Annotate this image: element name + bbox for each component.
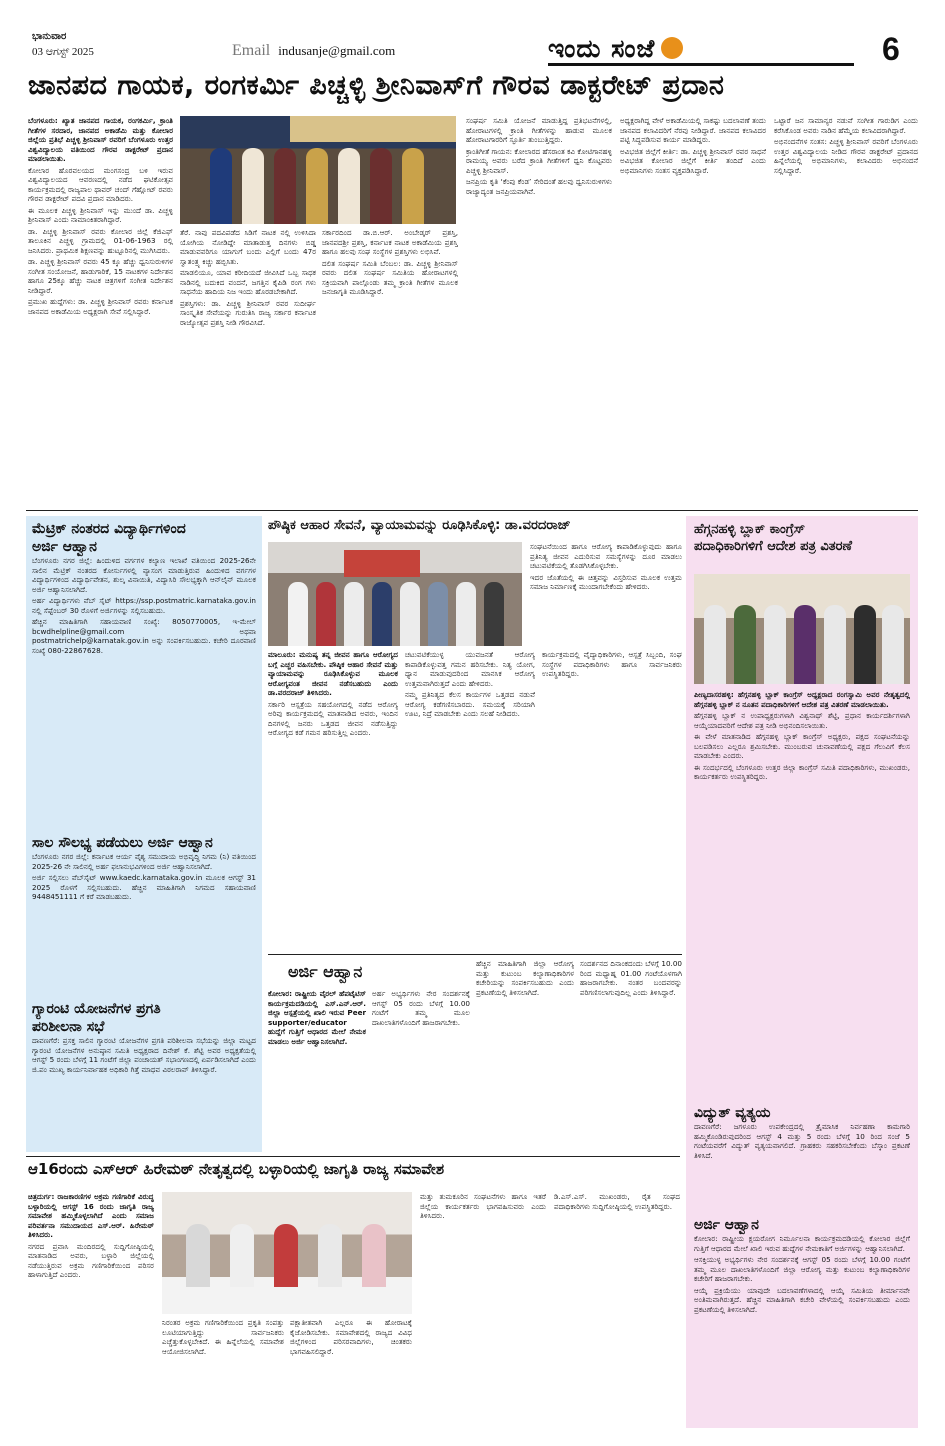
person-figure bbox=[210, 148, 232, 224]
notice-headline-line-1: ಮೆಟ್ರಿಕ್ ನಂತರದ ವಿದ್ಯಾರ್ಥಿಗಳಿಂದ bbox=[32, 521, 186, 537]
notice-paragraph: ಬೆಂಗಳೂರು ನಗರ ಜಿಲ್ಲೆ: ಹಿಂದುಳಿದ ವರ್ಗಗಳ ಕಲ್ಯಾಣ ಇಲಾಖೆ ವತಿಯಿಂದ 2025-26ನೇ ಸಾಲಿನ ಮೆಟ್ರಿಕ್ ನಂತರದ ಕೋರ್ಸುಗಳಲ್ಲಿ ವ್ಯಾಸಂಗ ಮಾಡುತ್ತಿರುವ ಹಿಂದುಳಿದ ವರ್ಗಗಳ ವಿದ್ಯಾರ್ಥಿಗಳಿಂದ ವಿದ್ಯಾರ್ಥಿವೇತನ, ಶುಲ್ಕ ವಿನಾಯಿತಿ, ವಿದ್ಯಾಸಿರಿ ಸೌಲಭ್ಯಕ್ಕಾಗಿ ಆನ್‌ಲೈನ್ ಮೂಲಕ ಅರ್ಜಿ ಆಹ್ವಾನಿಸಲಾಗಿದೆ. bbox=[32, 556, 256, 594]
person-figure bbox=[402, 148, 424, 224]
notice-headline bbox=[32, 520, 256, 556]
person-figure bbox=[734, 605, 756, 684]
notice-headline-line-1: ಗ್ಯಾರಂಟಿ ಯೋಜನೆಗಳ ಪ್ರಗತಿ bbox=[32, 1001, 161, 1017]
main-story-col-3 bbox=[322, 228, 458, 504]
application-notice-headline: ಅರ್ಜಿ ಆಹ್ವಾನ bbox=[288, 962, 363, 981]
notice-paragraph: ಬೆಂಗಳೂರು ನಗರ ಜಿಲ್ಲೆ: ಕರ್ನಾಟಕ ಆರ್ಯ ವೈಶ್ಯ ಸಮುದಾಯ ಅಭಿವೃದ್ಧಿ ನಿಗಮ (ನಿ) ವತಿಯಿಂದ 2025-26 ನೇ ಸಾಲಿನಲ್ಲಿ ಅರ್ಹ ಫಲಾನುಭವಿಗಳಿಂದ ಅರ್ಜಿ ಆಹ್ವಾನಿಸಲಾಗಿದೆ. bbox=[32, 852, 256, 871]
logo-underline bbox=[548, 63, 854, 66]
application-paragraph: ಅರ್ಹ ಅಭ್ಯರ್ಥಿಗಳು ನೇರ ಸಂದರ್ಶನಕ್ಕೆ ಆಗಸ್ಟ್ 05 ರಂದು ಬೆಳಗ್ಗೆ 10.00 ಗಂಟೆಗೆ ತಮ್ಮ ಮೂಲ ದಾಖಲಾತಿಗಳೊಂದಿಗೆ ಹಾಜರಾಗಬೇಕು. bbox=[372, 989, 470, 1027]
person-figure bbox=[704, 605, 726, 684]
application-col-2 bbox=[372, 989, 470, 1147]
main-paragraph: ಕ್ರಾಂತಿಗೀತೆ ಗಾಯನ: ಕೋಲಾರದ ಹೆಸರಾಂತ ಕವಿ ಕೋಟಿಗಾನಹಳ್ಳಿ ರಾಮಯ್ಯ ಅವರು ಬರೆದ ಕ್ರಾಂತಿ ಗೀತೆಗಳಿಗೆ ಧ್ವನಿ ಕೊಟ್ಟವರು ಪಿಚ್ಚಳ್ಳಿ ಶ್ರೀನಿವಾಸ್. bbox=[466, 146, 612, 175]
person-figure bbox=[372, 582, 392, 646]
person-figure bbox=[794, 605, 816, 684]
health-paragraph: ಮಾಲೂರು: ಮನುಷ್ಯ ತನ್ನ ಜೀವನ ಹಾಗೂ ಆರೋಗ್ಯದ ಬಗ್ಗೆ ಎಚ್ಚರ ವಹಿಸಬೇಕು. ಪೌಷ್ಠಿಕ ಆಹಾರ ಸೇವನೆ ಮತ್ತು ವ್ಯಾಯಾಮವನ್ನು ರೂಢಿಸಿಕೊಳ್ಳುವ ಮೂಲಕ ಆರೋಗ್ಯವಂತ ಜೀವನ ನಡೆಸಬಹುದು ಎಂದು ಡಾ.ವರದರಾಜ್ ತಿಳಿಸಿದರು. bbox=[268, 650, 398, 697]
health-intro bbox=[530, 542, 682, 646]
tb-application-paragraph: ಕೋಲಾರ: ರಾಷ್ಟ್ರೀಯ ಕ್ಷಯರೋಗ ನಿರ್ಮೂಲನಾ ಕಾರ್ಯಕ್ರಮದಡಿಯಲ್ಲಿ ಕೋಲಾರ ಜಿಲ್ಲೆಗೆ ಗುತ್ತಿಗೆ ಆಧಾರದ ಮೇಲೆ ಖಾಲಿ ಇರುವ ಹುದ್ದೆಗಳ ನೇಮಕಾತಿಗೆ ಅರ್ಜಿಗಳನ್ನು ಆಹ್ವಾನಿಸಲಾಗಿದೆ. bbox=[694, 1234, 910, 1253]
person-figure bbox=[316, 582, 336, 646]
application-paragraph: ಸಂದರ್ಶನದ ದಿನಾಂಕದಂದು ಬೆಳಗ್ಗೆ 10.00 ರಿಂದ ಮಧ್ಯಾಹ್ನ 01.00 ಗಂಟೆಯೊಳಗಾಗಿ ಹಾಜರಾಗಬೇಕು. ನಂತರ ಬಂದವರನ್ನು ಪರಿಗಣಿಸಲಾಗುವುದಿಲ್ಲ ಎಂದು ತಿಳಿಸಿದ್ದಾರೆ. bbox=[580, 959, 682, 997]
person-figure bbox=[456, 582, 476, 646]
congress-headline bbox=[694, 522, 912, 556]
stage-banner bbox=[290, 116, 456, 142]
health-col-3 bbox=[542, 650, 682, 948]
health-paragraph: ಸಂಘಟನೆಯಿಂದ ಹಾಗೂ ಆರೋಗ್ಯ ಕಾಪಾಡಿಕೊಳ್ಳುವುದು ಹಾಗೂ ಪ್ರತಿನಿತ್ಯ ಜೀವನ ಎದುರಿಸುವ ಸಮಸ್ಯೆಗಳನ್ನು ದೂರ ಮಾಡಲು ಚಟುವಟಿಕೆಯಲ್ಲಿ ತೊಡಗಿಸಿಕೊಳ್ಳಬೇಕು. bbox=[530, 542, 682, 570]
main-headline: ಜಾನಪದ ಗಾಯಕ, ರಂಗಕರ್ಮಿ ಪಿಚ್ಚಳ್ಳಿ ಶ್ರೀನಿವಾಸ್‌ಗೆ ಗೌರವ ಡಾಕ್ಟರೇಟ್ ಪ್ರದಾನ bbox=[28, 70, 725, 101]
press-meet-photo bbox=[162, 1192, 412, 1314]
application-col-4 bbox=[580, 959, 682, 1147]
main-paragraph: ಒಟ್ಟಾರೆ ಜನ ಸಾಮಾನ್ಯರ ನಡುವೆ ಸಂಗೀತ ಗಾರುಡಿಗ ಎಂದು ಕರೆಸಿಕೊಂಡ ಅವರು ನಾಡಿನ ಹೆಮ್ಮೆಯ ಕಲಾವಿದರಾಗಿದ್ದಾರೆ. bbox=[774, 116, 918, 135]
notice-headline bbox=[32, 1000, 256, 1036]
bottom-paragraph: ಚಿತ್ರದುರ್ಗ: ರಾಜಕಾರಣಿಗಳ ಅಕ್ರಮ ಗಣಿಗಾರಿಕೆ ವಿರುದ್ಧ ಬಳ್ಳಾರಿಯಲ್ಲಿ ಆಗಸ್ಟ್ 16 ರಂದು ಜಾಗೃತಿ ರಾಜ್ಯ ಸಮಾವೇಶ ಹಮ್ಮಿಕೊಳ್ಳಲಾಗಿದೆ ಎಂದು ಸಮಾಜ ಪರಿವರ್ತನಾ ಸಮುದಾಯದ ಎಸ್.ಆರ್. ಹಿರೇಮಠ್ ತಿಳಿಸಿದರು. bbox=[28, 1192, 154, 1239]
main-story-col-6 bbox=[774, 116, 918, 504]
notice-paragraph: ಹೆಚ್ಚಿನ ಮಾಹಿತಿಗಾಗಿ ಸಹಾಯವಾಣಿ ಸಂಖ್ಯೆ: 8050770005, ಇ-ಮೇಲ್ bcwdhelpline@gmail.com ಅಥವಾ postmatrichelp@karnatak.gov.in ಅನ್ನು ಸಂಪರ್ಕಿಸಬಹುದು. ಕಚೇರಿ ದೂರವಾಣಿ ಸಂಖ್ಯೆ 080-22867628. bbox=[32, 617, 256, 655]
congress-story bbox=[694, 690, 910, 1100]
person-figure bbox=[484, 582, 504, 646]
person-figure bbox=[362, 1224, 386, 1287]
health-paragraph: ಸರ್ಕಾರಿ ಆಸ್ಪತ್ರೆಯ ಸಹಯೋಗದಲ್ಲಿ ನಡೆದ ಆರೋಗ್ಯ ಅರಿವು ಕಾರ್ಯಕ್ರಮದಲ್ಲಿ ಮಾತನಾಡಿದ ಅವರು, ಇಂದಿನ ದಿನಗಳಲ್ಲಿ ಜನರು ಒತ್ತಡದ ಜೀವನ ನಡೆಸುತ್ತಿದ್ದು ಆರೋಗ್ಯದ ಕಡೆ ಗಮನ ಹರಿಸುತ್ತಿಲ್ಲ ಎಂದರು. bbox=[268, 699, 398, 737]
bottom-col-3 bbox=[290, 1318, 412, 1432]
person-figure bbox=[230, 1224, 254, 1287]
tb-application-paragraph: ಆಸಕ್ತಿಯುಳ್ಳ ಅಭ್ಯರ್ಥಿಗಳು ನೇರ ಸಂದರ್ಶನಕ್ಕೆ ಆಗಸ್ಟ್ 05 ರಂದು ಬೆಳಗ್ಗೆ 10.00 ಗಂಟೆಗೆ ತಮ್ಮ ಮೂಲ ದಾಖಲಾತಿಗಳೊಂದಿಗೆ ಜಿಲ್ಲಾ ಆರೋಗ್ಯ ಮತ್ತು ಕುಟುಂಬ ಕಲ್ಯಾಣಾಧಿಕಾರಿಗಳ ಕಚೇರಿಗೆ ಹಾಜರಾಗಬೇಕು. bbox=[694, 1255, 910, 1284]
page-number: 6 bbox=[882, 31, 900, 67]
person-figure bbox=[882, 605, 904, 684]
person-figure bbox=[370, 148, 392, 224]
congress-photo bbox=[694, 574, 910, 684]
tb-application-headline: ಅರ್ಜಿ ಆಹ್ವಾನ bbox=[694, 1217, 759, 1233]
health-paragraph: ಇದರ ಜೊತೆಯಲ್ಲಿ ಈ ಚಿತ್ತವನ್ನು ವಿಸ್ತರಿಸುವ ಮೂಲಕ ಉತ್ತಮ ಸಮಾಜ ನಿರ್ಮಾಣಕ್ಕೆ ಮುಂದಾಗಬೇಕೆಂದು ಹೇಳಿದರು. bbox=[530, 572, 682, 591]
main-story-col-1 bbox=[28, 116, 173, 504]
main-story-col-5 bbox=[620, 116, 766, 504]
main-paragraph: ಬೆಂಗಳೂರು: ಖ್ಯಾತ ಜಾನಪದ ಗಾಯಕ, ರಂಗಕರ್ಮಿ, ಕ್ರಾಂತಿ ಗೀತೆಗಳ ಸರದಾರ, ಜಾನಪದ ಅಕಾಡೆಮಿ ಮತ್ತು ಕೋಲಾರ ಜಿಲ್ಲೆಯ ಪ್ರತಿಭೆ ಪಿಚ್ಚಳ್ಳಿ ಶ್ರೀನಿವಾಸ್ ರವರಿಗೆ ಬೆಂಗಳೂರು ಉತ್ತರ ವಿಶ್ವವಿದ್ಯಾಲಯ ವತಿಯಿಂದ ಗೌರವ ಡಾಕ್ಟರೇಟ್ ಪ್ರದಾನ ಮಾಡಲಾಯಿತು. bbox=[28, 116, 173, 163]
bottom-paragraph: ನಗರದ ಪ್ರವಾಸಿ ಮಂದಿರದಲ್ಲಿ ಸುದ್ದಿಗೋಷ್ಠಿಯಲ್ಲಿ ಮಾತನಾಡಿದ ಅವರು, ಬಳ್ಳಾರಿ ಜಿಲ್ಲೆಯಲ್ಲಿ ನಡೆಯುತ್ತಿರುವ ಅಕ್ರಮ ಗಣಿಗಾರಿಕೆಯಿಂದ ಪರಿಸರ ಹಾಳಾಗುತ್ತಿದೆ ಎಂದರು. bbox=[28, 1241, 154, 1279]
bottom-headline: ಆ16ರಂದು ಎಸ್‌ಆರ್ ಹಿರೇಮಠ್ ನೇತೃತ್ವದಲ್ಲಿ ಬಳ್ಳಾರಿಯಲ್ಲಿ ಜಾಗೃತಿ ರಾಜ್ಯ ಸಮಾವೇಶ bbox=[28, 1160, 445, 1178]
main-paragraph: ಸರ್ಕಾರದಿಂದ ಡಾ.ಬಿ.ಆರ್. ಅಂಬೇಡ್ಕರ್ ಪ್ರಶಸ್ತಿ, ಜಾನಪದಶ್ರೀ ಪ್ರಶಸ್ತಿ, ಕರ್ನಾಟಕ ನಾಟಕ ಅಕಾಡೆಮಿಯ ಪ್ರಶಸ್ತಿ ಹಾಗೂ ಹಲವು ಸಂಘ ಸಂಸ್ಥೆಗಳ ಪ್ರಶಸ್ತಿಗಳು ಲಭಿಸಿವೆ. bbox=[322, 228, 458, 256]
main-paragraph: ಪ್ರಮುಖ ಹುದ್ದೆಗಳು: ಡಾ. ಪಿಚ್ಚಳ್ಳಿ ಶ್ರೀನಿವಾಸ್ ರವರು ಕರ್ನಾಟಕ ಜಾನಪದ ಅಕಾಡೆಮಿಯ ಅಧ್ಯಕ್ಷರಾಗಿ ಸೇವೆ ಸಲ್ಲಿಸಿದ್ದಾರೆ. bbox=[28, 297, 173, 316]
main-paragraph: ಅಧ್ಯಕ್ಷರಾಗಿದ್ದ ವೇಳೆ ಅಕಾಡೆಮಿಯಲ್ಲಿ ಸಾಕಷ್ಟು ಬದಲಾವಣೆ ತಂದು ಜಾನಪದ ಕಲಾವಿದರಿಗೆ ನೆರವು ನೀಡಿದ್ದಾರೆ. ಜಾನಪದ ಕಲಾವಿದರ ಪಟ್ಟಿ ಸಿದ್ಧಪಡಿಸುವ ಕಾರ್ಯ ಮಾಡಿದ್ದರು. bbox=[620, 116, 766, 144]
application-notice bbox=[268, 954, 682, 1148]
notice-loan bbox=[32, 834, 256, 992]
person-figure bbox=[186, 1224, 210, 1287]
stage-screen bbox=[344, 550, 420, 577]
health-paragraph: ನಮ್ಮ ಪ್ರತಿನಿತ್ಯದ ಕೆಲಸ ಕಾರ್ಯಗಳ ಒತ್ತಡದ ನಡುವೆ ಆರೋಗ್ಯ ಕಡೆಗಣಿಸಬಾರದು. ಸಮಯಕ್ಕೆ ಸರಿಯಾಗಿ ಊಟ, ನಿದ್ರೆ ಮಾಡಬೇಕು ಎಂದು ಸಲಹೆ ನೀಡಿದರು. bbox=[405, 690, 535, 718]
notice-guarantee bbox=[32, 1000, 256, 1150]
person-figure bbox=[242, 148, 264, 224]
person-figure bbox=[338, 148, 360, 224]
bottom-col-2 bbox=[162, 1318, 284, 1432]
tb-application-paragraph: ಆಯ್ಕೆ ಪ್ರಕ್ರಿಯೆಯು ಯಾವುದೇ ಬದಲಾವಣೆಗಳಾದಲ್ಲಿ ಆಯ್ಕೆ ಸಮಿತಿಯ ತೀರ್ಮಾನವೇ ಅಂತಿಮವಾಗಿರುತ್ತದೆ. ಹೆಚ್ಚಿನ ಮಾಹಿತಿಗಾಗಿ ಕಚೇರಿ ವೇಳೆಯಲ್ಲಿ ಸಂಪರ್ಕಿಸಬಹುದು ಎಂದು ಪ್ರಕಟಣೆಯಲ್ಲಿ ತಿಳಿಸಲಾಗಿದೆ. bbox=[694, 1285, 910, 1314]
section-divider bbox=[26, 1156, 680, 1157]
person-figure bbox=[274, 1224, 298, 1287]
tb-application-notice bbox=[694, 1216, 910, 1424]
section-divider bbox=[26, 510, 918, 511]
health-headline: ಪೌಷ್ಠಿಕ ಆಹಾರ ಸೇವನೆ, ವ್ಯಾಯಾಮವನ್ನು ರೂಢಿಸಿಕೊಳ್ಳಿ: ಡಾ.ವರದರಾಜ್ bbox=[268, 518, 571, 533]
application-col-3 bbox=[476, 959, 574, 1147]
notice-headline-line-2: ಅರ್ಜಿ ಆಹ್ವಾನ bbox=[32, 539, 97, 556]
sun-icon bbox=[661, 37, 683, 59]
main-paragraph: ಡಾ. ಪಿಚ್ಚಳ್ಳಿ ಶ್ರೀನಿವಾಸ್ ರವರು ಕೋಲಾರ ಜಿಲ್ಲೆ ಕೆಜಿಎಫ್ ತಾಲೂಕಿನ ಪಿಚ್ಚಳ್ಳಿ ಗ್ರಾಮದಲ್ಲಿ 01-06-1963 ರಲ್ಲಿ ಜನಿಸಿದರು. ಪ್ರಾಥಮಿಕ ಶಿಕ್ಷಣವನ್ನು ಹುಟ್ಟೂರಿನಲ್ಲಿ ಮುಗಿಸಿದರು. bbox=[28, 226, 173, 255]
logo-text: ಇಂದು ಸಂಜೆ bbox=[548, 33, 656, 63]
notice-postmatric bbox=[32, 520, 256, 770]
congress-headline-line-2: ಪದಾಧಿಕಾರಿಗಳಿಗೆ ಆದೇಶ ಪತ್ರ ವಿತರಣೆ bbox=[694, 538, 853, 554]
health-event-photo bbox=[268, 542, 522, 646]
main-paragraph: ತೆರೆ. ನಾವು ಪದವಿಪಡೆದ ಸಿಡಿಗೆ ನಾಟಕ ನಲ್ಲಿ ಉಳಿಸಿದಾ ಯೋಗಿಯ ನೋಡಿದ್ದೇ ಮಾತಾಡುತ್ತ ದಿನಗಳು ಬಿಡ್ಡ ಮಾಡುವವರಿಗೂ ಯಾಗುಗೆ ಬಂದು ಎಲ್ಲಿಗೆ ಬಂದು 47ರ ಸ್ವಾತಂತ್ರ್ಯ ಕಿಚ್ಚು ಹಬ್ಬಿಸಿತು. bbox=[180, 228, 316, 266]
convocation-photo bbox=[180, 116, 456, 224]
person-figure bbox=[288, 582, 308, 646]
bottom-paragraph: ಮತ್ತು ತುಮಕೂರಿನ ಸಂಘಟನೆಗಳು ಹಾಗೂ ಇತರೆ ಜಿಲ್ಲೆಯ ಕಾರ್ಯಕರ್ತರು ಭಾಗವಹಿಸುವರು ಎಂದು ತಿಳಿಸಿದರು. bbox=[420, 1192, 546, 1220]
main-paragraph: ಡಾ. ಪಿಚ್ಚಳ್ಳಿ ಶ್ರೀನಿವಾಸ್ ರವರು 45 ಕ್ಕೂ ಹೆಚ್ಚು ಧ್ವನಿಸುರುಳಿಗಳ ಸಂಗೀತ ಸಂಯೋಜನೆ, ಹಾಡುಗಾರಿಕೆ, 15 ನಾಟಕಗಳ ನಿರ್ದೇಶನ ಹಾಗೂ 25ಕ್ಕೂ ಹೆಚ್ಚು ನಾಟಕ ಚಿತ್ರಗಳಿಗೆ ಸಂಗೀತ ನಿರ್ದೇಶನ ನೀಡಿದ್ದಾರೆ. bbox=[28, 257, 173, 295]
notice-paragraph: ಅರ್ಹ ವಿದ್ಯಾರ್ಥಿಗಳು ವೆಬ್ ಸೈಟ್ https://ssp.postmatric.karnataka.gov.in ನಲ್ಲಿ ಸೆಪ್ಟೆಂಬರ್ 30 ರೊಳಗೆ ಅರ್ಜಿಗಳನ್ನು ಸಲ್ಲಿಸಬಹುದು. bbox=[32, 596, 256, 615]
bottom-paragraph: ನಿರಂತರ ಅಕ್ರಮ ಗಣಿಗಾರಿಕೆಯಿಂದ ಪ್ರಕೃತಿ ಸಂಪತ್ತು ಲೂಟಿಯಾಗುತ್ತಿದ್ದು ಸಾರ್ವಜನಿಕರು ಎಚ್ಚೆತ್ತುಕೊಳ್ಳಬೇಕಿದೆ. ಈ ಹಿನ್ನೆಲೆಯಲ್ಲಿ ಸಮಾವೇಶ ಆಯೋಜಿಸಲಾಗಿದೆ. bbox=[162, 1318, 284, 1356]
person-figure bbox=[344, 582, 364, 646]
application-paragraph: ಕೋಲಾರ: ರಾಷ್ಟ್ರೀಯ ವೈರಲ್ ಹೆಪಟೈಟಿಸ್ ಕಾರ್ಯಕ್ರಮದಡಿಯಲ್ಲಿ ಎಸ್.ಎನ್.ಆರ್. ಜಿಲ್ಲಾ ಆಸ್ಪತ್ರೆಯಲ್ಲಿ ಖಾಲಿ ಇರುವ Peer supporter/educator ಹುದ್ದೆಗೆ ಗುತ್ತಿಗೆ ಆಧಾರದ ಮೇಲೆ ನೇಮಕ ಮಾಡಲು ಅರ್ಜಿ ಆಹ್ವಾನಿಸಲಾಗಿದೆ. bbox=[268, 989, 366, 1046]
main-story-col-2 bbox=[180, 228, 316, 504]
main-paragraph: ಜನಪ್ರಿಯ ಕೃತಿ ‘ಕೆಂಪು ಕೆಂಡ’ ಸೇರಿದಂತೆ ಹಲವು ಧ್ವನಿಸುರುಳಿಗಳು ರಾಜ್ಯಾದ್ಯಂತ ಜನಪ್ರಿಯವಾಗಿವೆ. bbox=[466, 177, 612, 196]
main-paragraph: ಮಾಡಲಿಯೂ, ಯಾವ ಕರೀದಿಯದೆ ಜೀವಿಸಿದೆ ಒಬ್ಬ ಸಾಧಕ ನಾಡಿನಲ್ಲಿ ಬದುಕಿದ ವಂದನೆ, ಜಗತ್ತಿನ ಕೈಪಿಡಿ ರಂಗ ಗಳು ಸಾಧನೆಯ ಹಾದಿಯ ನಿಜ ಇಂದು ಹೊರಡಬೇಕಾಗಿದೆ. bbox=[180, 268, 316, 296]
congress-paragraph: ಹೆಗ್ಗನಹಳ್ಳಿ ಬ್ಲಾಕ್ ನ ಉಪಾಧ್ಯಕ್ಷರುಗಳಾಗಿ ವಿಶ್ವನಾಥ್ ಶೆಟ್ಟಿ, ಪ್ರಧಾನ ಕಾರ್ಯದರ್ಶಿಗಳಾಗಿ ಆಯ್ಕೆಯಾದವರಿಗೆ ಆದೇಶ ಪತ್ರ ನೀಡಿ ಅಭಿನಂದಿಸಲಾಯಿತು. bbox=[694, 711, 910, 730]
person-figure bbox=[306, 148, 328, 224]
bottom-col-4 bbox=[420, 1192, 546, 1432]
person-figure bbox=[318, 1224, 342, 1287]
health-paragraph: ಚಟುವಟಿಕೆಯುಳ್ಳ ಯುವಜನತೆ ಆರೋಗ್ಯ ಕಾಪಾಡಿಕೊಳ್ಳುವತ್ತ ಗಮನ ಹರಿಸಬೇಕು. ನಿತ್ಯ ಯೋಗ, ಧ್ಯಾನ ಮಾಡುವುದರಿಂದ ಮಾನಸಿಕ ಆರೋಗ್ಯ ಉತ್ತಮವಾಗಿರುತ್ತದೆ ಎಂದು ಹೇಳಿದರು. bbox=[405, 650, 535, 688]
congress-paragraph: ಈ ಸಂದರ್ಭದಲ್ಲಿ ಬೆಂಗಳೂರು ಉತ್ತರ ಜಿಲ್ಲಾ ಕಾಂಗ್ರೆಸ್ ಸಮಿತಿ ಪದಾಧಿಕಾರಿಗಳು, ಮುಖಂಡರು, ಕಾರ್ಯಕರ್ತರು ಉಪಸ್ಥಿತರಿದ್ದರು. bbox=[694, 762, 910, 781]
main-paragraph: ಅವಿಭಜಿತ ಜಿಲ್ಲೆಗೆ ಕೀರ್ತಿ: ಡಾ. ಪಿಚ್ಚಳ್ಳಿ ಶ್ರೀನಿವಾಸ್ ರವರ ಸಾಧನೆ ಅವಿಭಜಿತ ಕೋಲಾರ ಜಿಲ್ಲೆಗೆ ಕೀರ್ತಿ ತಂದಿದೆ ಎಂದು ಅಭಿಮಾನಿಗಳು ಸಂತಸ ವ್ಯಕ್ತಪಡಿಸಿದ್ದಾರೆ. bbox=[620, 146, 766, 175]
person-figure bbox=[428, 582, 448, 646]
application-col-1 bbox=[268, 989, 366, 1147]
notice-headline-line-2: ಪರಿಶೀಲನಾ ಸಭೆ bbox=[32, 1019, 105, 1036]
person-figure bbox=[764, 605, 786, 684]
congress-paragraph: ಈ ವೇಳೆ ಮಾತನಾಡಿದ ಹೆಗ್ಗನಹಳ್ಳಿ ಬ್ಲಾಕ್ ಕಾಂಗ್ರೆಸ್ ಅಧ್ಯಕ್ಷರು, ಪಕ್ಷದ ಸಂಘಟನೆಯನ್ನು ಬಲಪಡಿಸಲು ಎಲ್ಲರೂ ಶ್ರಮಿಸಬೇಕು. ಮುಂಬರುವ ಚುನಾವಣೆಯಲ್ಲಿ ಪಕ್ಷದ ಗೆಲುವಿಗೆ ಕೆಲಸ ಮಾಡಬೇಕು ಎಂದರು. bbox=[694, 732, 910, 760]
main-paragraph: ಪ್ರಶಸ್ತಿಗಳು: ಡಾ. ಪಿಚ್ಚಳ್ಳಿ ಶ್ರೀನಿವಾಸ್ ರವರ ಸುದೀರ್ಘ ಸಾಂಸ್ಕೃತಿಕ ಸೇವೆಯನ್ನು ಗುರುತಿಸಿ ರಾಜ್ಯ ಸರ್ಕಾರ ಕರ್ನಾಟಕ ರಾಜ್ಯೋತ್ಸವ ಪ್ರಶಸ್ತಿ ನೀಡಿ ಗೌರವಿಸಿದೆ. bbox=[180, 298, 316, 327]
issue-date: 03 ಆಗಸ್ಟ್ 2025 bbox=[32, 46, 94, 58]
main-paragraph: ಅಭಿನಂದನೆಗಳ ಸಂತಸ: ಪಿಚ್ಚಳ್ಳಿ ಶ್ರೀನಿವಾಸ್ ರವರಿಗೆ ಬೆಂಗಳೂರು ಉತ್ತರ ವಿಶ್ವವಿದ್ಯಾಲಯ ನೀಡಿದ ಗೌರವ ಡಾಕ್ಟರೇಟ್ ಪ್ರದಾನದ ಹಿನ್ನೆಲೆಯಲ್ಲಿ ಅಭಿಮಾನಿಗಳು, ಕಲಾವಿದರು ಅಭಿನಂದನೆ ಸಲ್ಲಿಸಿದ್ದಾರೆ. bbox=[774, 137, 918, 175]
notice-paragraph: ದಾವಣಗೆರೆ: ಪ್ರಸಕ್ತ ಸಾಲಿನ ಗ್ಯಾರಂಟಿ ಯೋಜನೆಗಳ ಪ್ರಗತಿ ಪರಿಶೀಲನಾ ಸಭೆಯನ್ನು ಜಿಲ್ಲಾ ಮಟ್ಟದ ಗ್ಯಾರಂಟಿ ಯೋಜನೆಗಳ ಅನುಷ್ಠಾನ ಸಮಿತಿ ಅಧ್ಯಕ್ಷರಾದ ದಿನೇಶ್ ಕೆ. ಶೆಟ್ಟಿ ಅವರ ಅಧ್ಯಕ್ಷತೆಯಲ್ಲಿ ಆಗಸ್ಟ್ 5 ರಂದು ಬೆಳಗ್ಗೆ 11 ಗಂಟೆಗೆ ಜಿಲ್ಲಾ ಪಂಚಾಯತ್ ಸಭಾಂಗಣದಲ್ಲಿ ಏರ್ಪಡಿಸಲಾಗಿದೆ ಎಂದು ಜಿ.ಪಂ ಮುಖ್ಯ ಕಾರ್ಯನಿರ್ವಾಹಕ ಅಧಿಕಾರಿ ಗಿತ್ತೆ ಮಾಧವ ವಿಠಲರಾವ್ ತಿಳಿಸಿದ್ದಾರೆ. bbox=[32, 1036, 256, 1074]
newspaper-logo bbox=[548, 30, 854, 66]
notice-headline: ಸಾಲ ಸೌಲಭ್ಯ ಪಡೆಯಲು ಅರ್ಜಿ ಆಹ್ವಾನ bbox=[32, 835, 213, 851]
power-cut-notice bbox=[694, 1104, 910, 1212]
application-paragraph: ಹೆಚ್ಚಿನ ಮಾಹಿತಿಗಾಗಿ ಜಿಲ್ಲಾ ಆರೋಗ್ಯ ಮತ್ತು ಕುಟುಂಬ ಕಲ್ಯಾಣಾಧಿಕಾರಿಗಳ ಕಚೇರಿಯನ್ನು ಸಂಪರ್ಕಿಸಬಹುದು ಎಂದು ಪ್ರಕಟಣೆಯಲ್ಲಿ ತಿಳಿಸಲಾಗಿದೆ. bbox=[476, 959, 574, 997]
main-paragraph: ದಲಿತ ಸಂಘರ್ಷ ಸಮಿತಿ ಬೆಂಬಲ: ಡಾ. ಪಿಚ್ಚಳ್ಳಿ ಶ್ರೀನಿವಾಸ್ ರವರು ದಲಿತ ಸಂಘರ್ಷ ಸಮಿತಿಯ ಹೋರಾಟಗಳಲ್ಲಿ ಸಕ್ರಿಯವಾಗಿ ಪಾಲ್ಗೊಂಡು ತಮ್ಮ ಕ್ರಾಂತಿ ಗೀತೆಗಳ ಮೂಲಕ ಜನಜಾಗೃತಿ ಮೂಡಿಸಿದ್ದಾರೆ. bbox=[322, 258, 458, 296]
person-figure bbox=[854, 605, 876, 684]
bottom-col-5 bbox=[554, 1192, 680, 1432]
main-paragraph: ಕೋಲಾರ ಹೊರವಲಯದ ಮಂಗಸಂದ್ರ ಬಳಿ ಇರುವ ವಿಶ್ವವಿದ್ಯಾಲಯದ ಆವರಣದಲ್ಲಿ ನಡೆದ ಘಟಿಕೋತ್ಸವ ಕಾರ್ಯಕ್ರಮದಲ್ಲಿ ರಾಜ್ಯಪಾಲ ಥಾವರ್ ಚಂದ್ ಗೆಹ್ಲೋಟ್ ರವರು ಗೌರವ ಡಾಕ್ಟರೇಟ್ ಪದವಿ ಪ್ರದಾನ ಮಾಡಿದರು. bbox=[28, 165, 173, 203]
power-cut-paragraph: ದಾವಣಗೆರೆ: ಜಗಳೂರು ಉಪಕೇಂದ್ರದಲ್ಲಿ ತ್ರೈಮಾಸಿಕ ನಿರ್ವಹಣಾ ಕಾಮಗಾರಿ ಹಮ್ಮಿಕೊಂಡಿರುವುದರಿಂದ ಆಗಸ್ಟ್ 4 ಮತ್ತು 5 ರಂದು ಬೆಳಗ್ಗೆ 10 ರಿಂದ ಸಂಜೆ 5 ಗಂಟೆಯವರೆಗೆ ವಿದ್ಯುತ್ ವ್ಯತ್ಯಯವಾಗಲಿದೆ. ಗ್ರಾಹಕರು ಸಹಕರಿಸಬೇಕೆಂದು ಬೆಸ್ಕಾಂ ಪ್ರಕಟಣೆ ತಿಳಿಸಿದೆ. bbox=[694, 1122, 910, 1160]
main-paragraph: ಈ ಮೂಲಕ ಪಿಚ್ಚಳ್ಳಿ ಶ್ರೀನಿವಾಸ್ ಇನ್ನು ಮುಂದೆ ಡಾ. ಪಿಚ್ಚಳ್ಳಿ ಶ್ರೀನಿವಾಸ್ ಎಂದು ನಾಮಾಂಕಿತರಾಗಿದ್ದಾರೆ. bbox=[28, 205, 173, 224]
person-figure bbox=[824, 605, 846, 684]
notice-paragraph: ಅರ್ಜಿ ಸಲ್ಲಿಸಲು ವೆಬ್‌ಸೈಟ್ www.kaedc.karnataka.gov.in ಮೂಲಕ ಆಗಸ್ಟ್ 31 2025 ರೊಳಗೆ ಸಲ್ಲಿಸಬಹುದು. ಹೆಚ್ಚಿನ ಮಾಹಿತಿಗಾಗಿ ನಿಗಮದ ಸಹಾಯವಾಣಿ 9448451111 ಗೆ ಕರೆ ಮಾಡಬಹುದು. bbox=[32, 873, 256, 902]
congress-headline-line-1: ಹೆಗ್ಗನಹಳ್ಳಿ ಬ್ಲಾಕ್ ಕಾಂಗ್ರೆಸ್ bbox=[694, 522, 805, 537]
congress-paragraph: ಪೀಣ್ಯದಾಸರಹಳ್ಳಿ: ಹೆಗ್ಗನಹಳ್ಳಿ ಬ್ಲಾಕ್ ಕಾಂಗ್ರೆಸ್ ಅಧ್ಯಕ್ಷರಾದ ರಂಗಸ್ವಾಮಿ ಅವರ ನೇತೃತ್ವದಲ್ಲಿ ಹೆಗ್ಗನಹಳ್ಳಿ ಬ್ಲಾಕ್ ನ ನೂತನ ಪದಾಧಿಕಾರಿಗಳಿಗೆ ಆದೇಶ ಪತ್ರ ವಿತರಣೆ ಮಾಡಲಾಯಿತು. bbox=[694, 690, 910, 709]
health-col-1 bbox=[268, 650, 398, 948]
notices-box bbox=[26, 516, 262, 1152]
person-figure bbox=[400, 582, 420, 646]
bottom-paragraph: ಪಕ್ಷಾತೀತವಾಗಿ ಎಲ್ಲರೂ ಈ ಹೋರಾಟಕ್ಕೆ ಕೈಜೋಡಿಸಬೇಕು. ಸಮಾವೇಶದಲ್ಲಿ ರಾಜ್ಯದ ವಿವಿಧ ಜಿಲ್ಲೆಗಳಿಂದ ಪರಿಸರವಾದಿಗಳು, ಚಿಂತಕರು ಭಾಗವಹಿಸಲಿದ್ದಾರೆ. bbox=[290, 1318, 412, 1356]
main-paragraph: ಸಂಘರ್ಷ ಸಮಿತಿ ಯೋಜನೆ ಮಾಡುತ್ತಿದ್ದ ಪ್ರತಿಭಟನೆಗಳಲ್ಲಿ, ಹೋರಾಟಗಳಲ್ಲಿ ಕ್ರಾಂತಿ ಗೀತೆಗಳನ್ನು ಹಾಡುವ ಮೂಲಕ ಹೋರಾಟಗಾರರಿಗೆ ಸ್ಫೂರ್ತಿ ತುಂಬುತ್ತಿದ್ದರು. bbox=[466, 116, 612, 144]
health-paragraph: ಕಾರ್ಯಕ್ರಮದಲ್ಲಿ ವೈದ್ಯಾಧಿಕಾರಿಗಳು, ಆಸ್ಪತ್ರೆ ಸಿಬ್ಬಂದಿ, ಸಂಘ ಸಂಸ್ಥೆಗಳ ಪದಾಧಿಕಾರಿಗಳು ಹಾಗೂ ಸಾರ್ವಜನಿಕರು ಉಪಸ್ಥಿತರಿದ್ದರು. bbox=[542, 650, 682, 678]
power-cut-headline: ವಿದ್ಯುತ್ ವ್ಯತ್ಯಯ bbox=[694, 1105, 771, 1121]
email-address: indusanje@gmail.com bbox=[278, 43, 396, 58]
issue-day: ಭಾನುವಾರ bbox=[32, 31, 67, 42]
email-label: Email bbox=[232, 42, 271, 59]
health-col-2 bbox=[405, 650, 535, 948]
bottom-paragraph: ಡಿ.ಎಸ್.ಎಸ್. ಮುಖಂಡರು, ರೈತ ಸಂಘದ ಪದಾಧಿಕಾರಿಗಳು ಸುದ್ದಿಗೋಷ್ಠಿಯಲ್ಲಿ ಉಪಸ್ಥಿತರಿದ್ದರು. bbox=[554, 1192, 680, 1211]
person-figure bbox=[274, 148, 296, 224]
contact-email bbox=[232, 40, 395, 61]
right-news-box bbox=[686, 516, 918, 1428]
masthead bbox=[0, 0, 945, 66]
main-story-col-4 bbox=[466, 116, 612, 504]
bottom-col-1 bbox=[28, 1192, 154, 1432]
